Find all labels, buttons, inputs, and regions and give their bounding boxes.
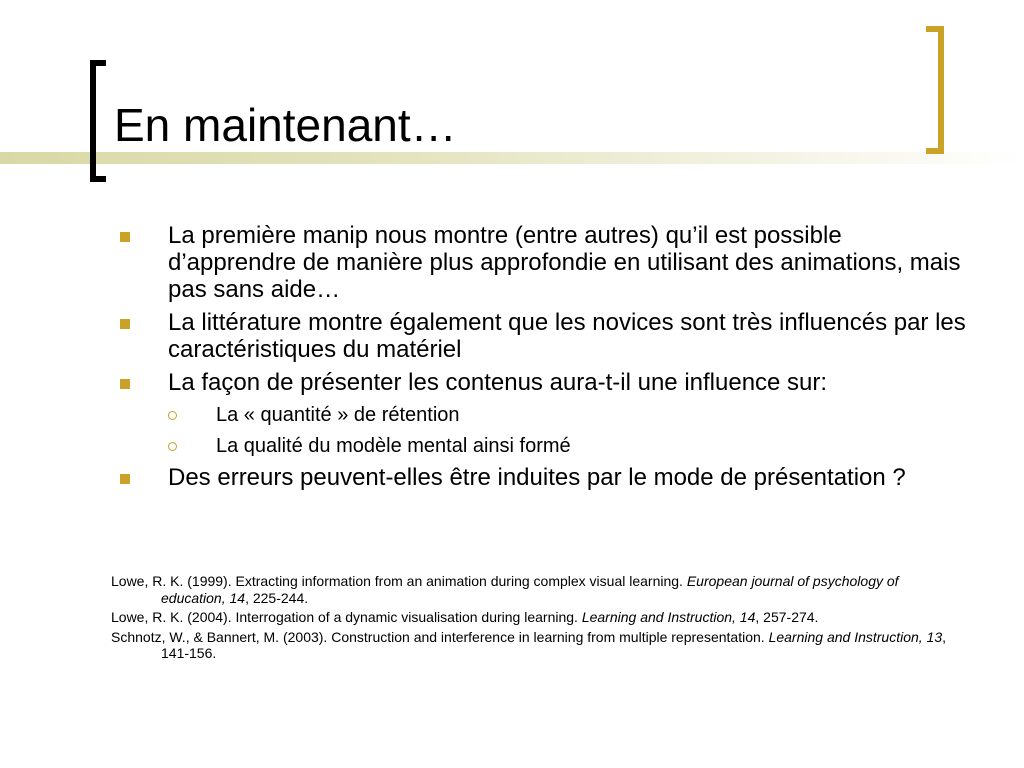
circle-bullet-icon — [168, 442, 177, 451]
sub-bullet-text: La qualité du modèle mental ainsi formé — [216, 435, 571, 457]
right-bracket-decoration — [926, 26, 944, 154]
square-bullet-icon — [120, 379, 130, 389]
reference-pages: , 257-274. — [755, 609, 819, 625]
bullet-item — [110, 464, 970, 491]
title-band — [0, 152, 1024, 164]
slide-title: En maintenant… — [114, 99, 457, 151]
reference-item — [111, 629, 951, 662]
bullet-text: La première manip nous montre (entre autres) qu’il est possible d’apprendre de manière plus approfondie en utilisant des animations, mais pas sans aide… — [168, 222, 961, 303]
bullet-text: Des erreurs peuvent-elles être induites par le mode de présentation ? — [168, 464, 906, 491]
circle-bullet-icon — [168, 411, 177, 420]
bullet-item — [110, 309, 970, 363]
reference-authors: Lowe, R. K. (2004). Interrogation of a dynamic visualisation during learning. — [111, 609, 582, 625]
bullet-text: La littérature montre également que les novices sont très influencés par les caractéristiques du matériel — [168, 309, 966, 363]
sub-bullet-text: La « quantité » de rétention — [216, 404, 460, 426]
reference-item — [111, 573, 951, 606]
reference-authors: Lowe, R. K. (1999). Extracting information from an animation during complex visual learning. — [111, 573, 687, 589]
references — [111, 573, 951, 665]
bullet-list — [110, 222, 970, 497]
sub-bullet-item — [110, 402, 970, 429]
reference-authors: Schnotz, W., & Bannert, M. (2003). Construction and interference in learning from multiple representation. — [111, 628, 769, 645]
bullet-item — [110, 369, 970, 396]
reference-pages: , 225-244. — [245, 589, 309, 606]
sub-bullet-item — [110, 433, 970, 460]
bullet-item — [110, 222, 970, 303]
square-bullet-icon — [120, 319, 130, 329]
reference-journal: European journal of psychology of education, 14 — [161, 573, 899, 606]
reference-journal: Learning and Instruction, 14 — [581, 609, 756, 625]
square-bullet-icon — [120, 474, 130, 484]
bullet-text: La façon de présenter les contenus aura-t-il une influence sur: — [168, 369, 828, 396]
square-bullet-icon — [120, 232, 130, 242]
reference-journal: Learning and Instruction, 13 — [768, 628, 943, 645]
reference-pages: , 141-156. — [161, 628, 947, 661]
reference-item — [111, 609, 951, 626]
left-bracket-decoration — [90, 60, 106, 182]
